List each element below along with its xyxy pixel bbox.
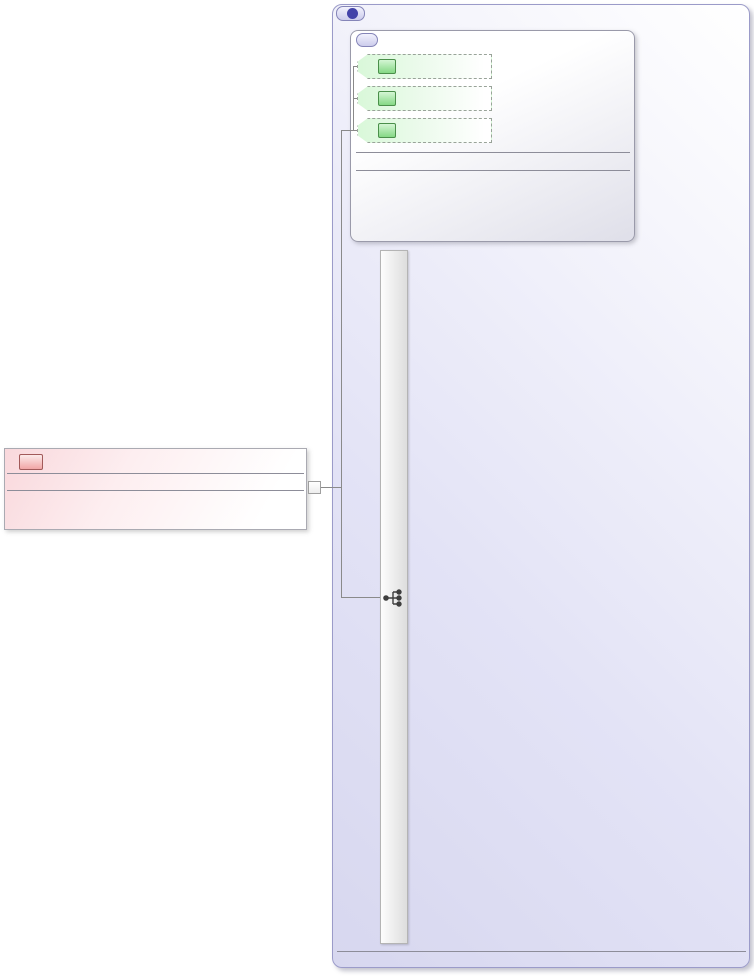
attribute-badge bbox=[378, 59, 396, 74]
unloading-location-box[interactable] bbox=[4, 448, 307, 530]
complextype-plus-badge bbox=[336, 6, 365, 21]
element-badge bbox=[19, 454, 43, 470]
attribute-linkmetadata[interactable] bbox=[357, 118, 492, 143]
base-type-badge bbox=[356, 33, 378, 47]
footnote-separator bbox=[337, 951, 746, 952]
sequence-compositor-icon bbox=[383, 589, 405, 607]
collapse-handle[interactable] bbox=[308, 481, 321, 494]
element-type-connector bbox=[321, 487, 342, 488]
facet-separator bbox=[356, 152, 630, 153]
attribute-metadata[interactable] bbox=[357, 86, 492, 111]
facet-separator bbox=[7, 473, 304, 474]
attribute-badge bbox=[378, 123, 396, 138]
attribute-id[interactable] bbox=[357, 54, 492, 79]
expand-toggle-icon[interactable] bbox=[347, 8, 358, 19]
attribute-badge bbox=[378, 91, 396, 106]
facet-separator bbox=[356, 170, 630, 171]
facet-separator bbox=[7, 490, 304, 491]
content-model-vline bbox=[341, 130, 342, 598]
attribute-connector-stub bbox=[341, 130, 359, 131]
